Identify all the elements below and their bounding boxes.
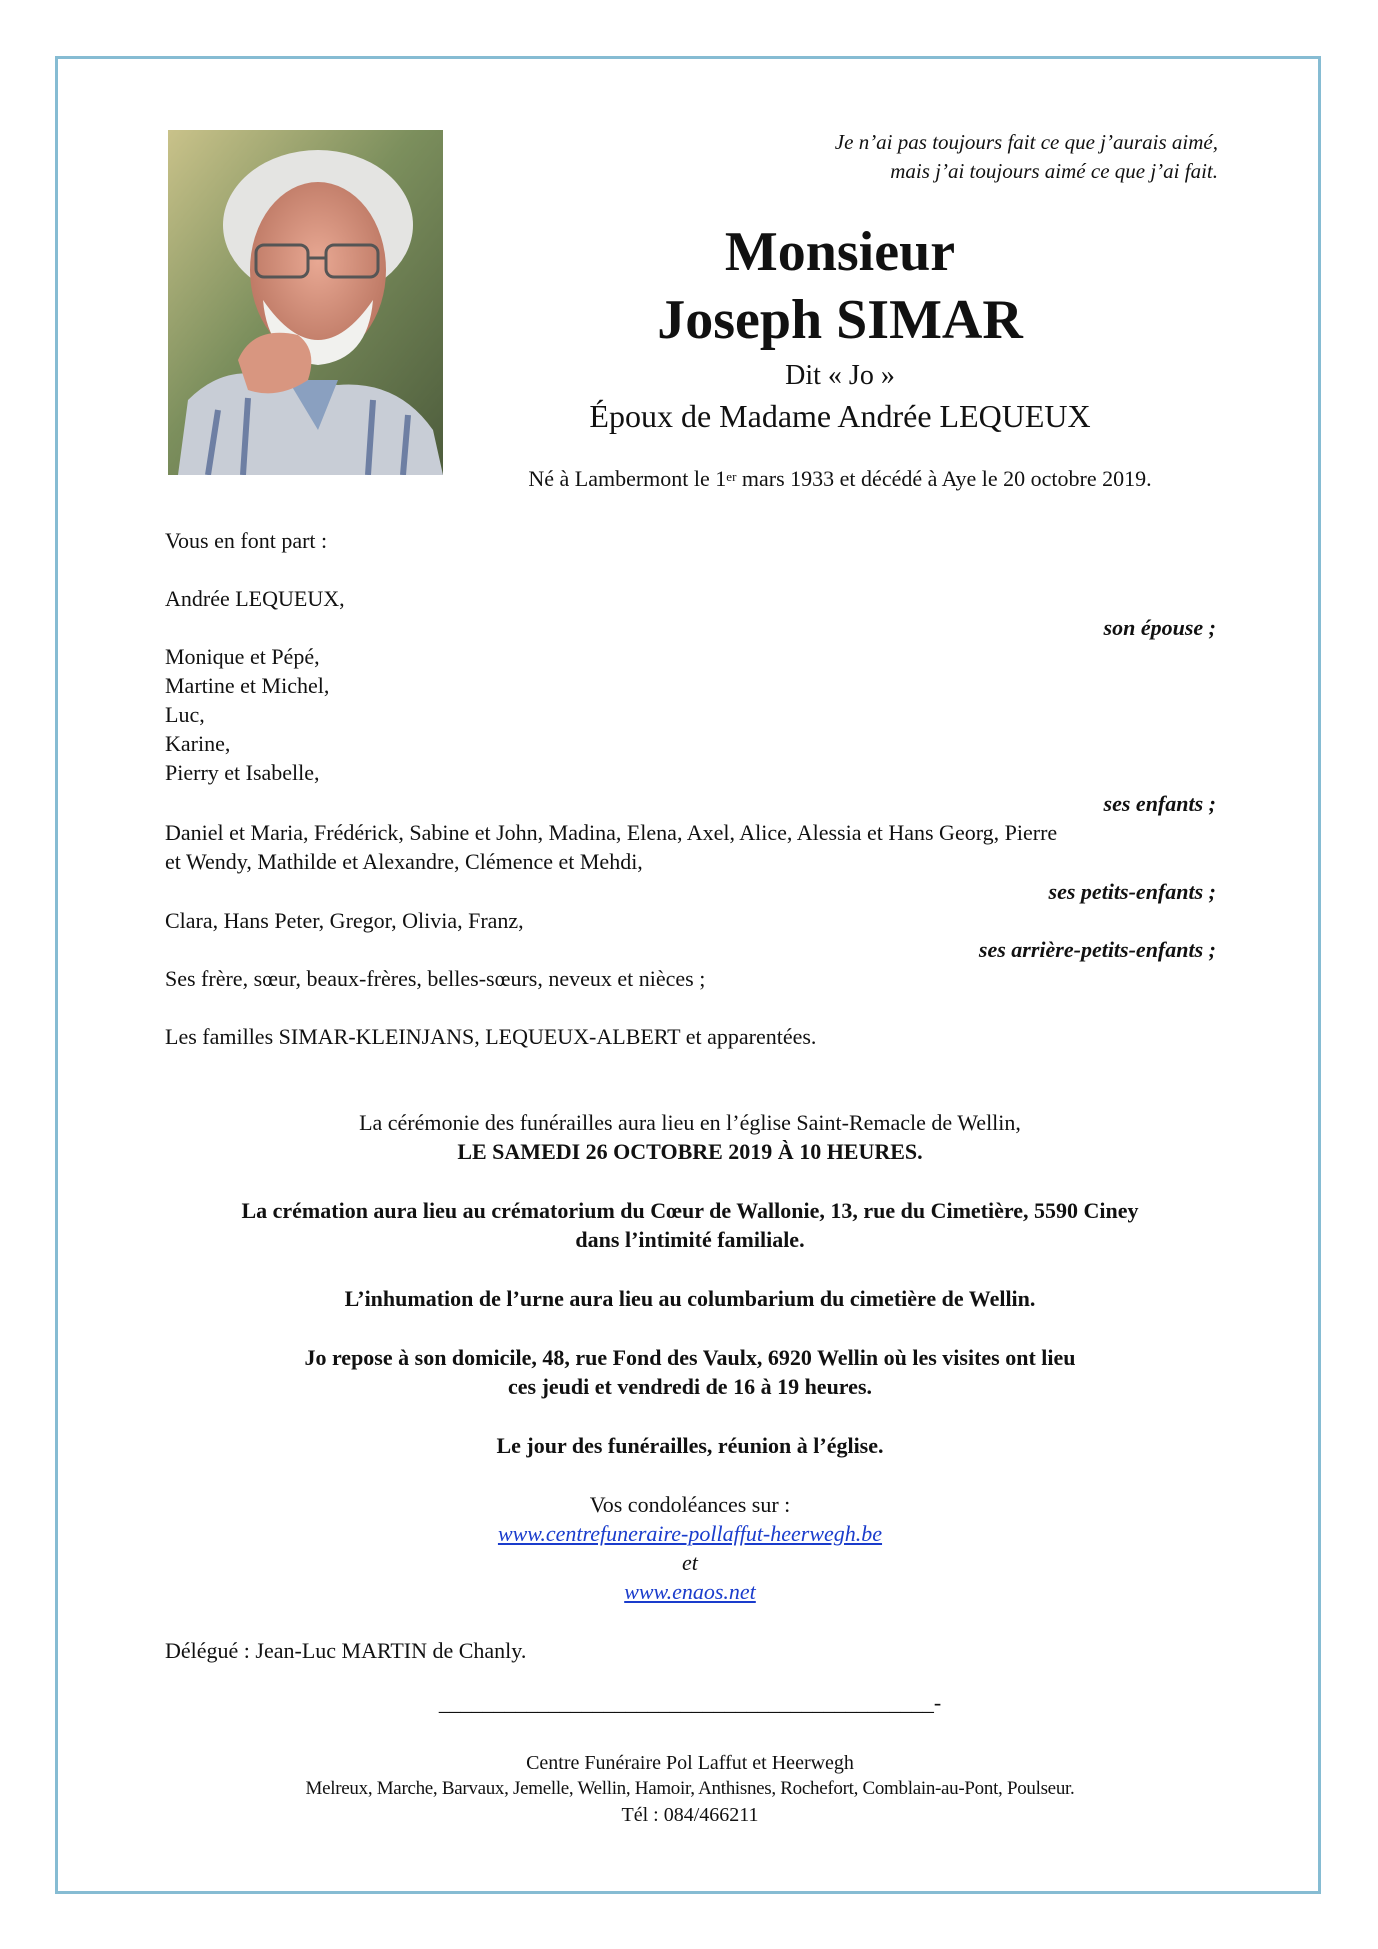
rest-line-1: Jo repose à son domicile, 48, rue Fond des Vaulx, 6920 Wellin où les visites ont lieu [304, 1345, 1076, 1370]
siblings-line: Ses frère, sœur, beaux-frères, belles-sœurs, neveux et nièces ; [165, 966, 706, 991]
children-role: ses enfants ; [1103, 791, 1216, 816]
condolences-label: Vos condoléances sur : [589, 1492, 791, 1517]
funeral-date: LE SAMEDI 26 OCTOBRE 2019 À 10 HEURES. [457, 1139, 923, 1164]
epitaph-quote [518, 128, 1218, 186]
birth-ordinal: er [726, 469, 737, 484]
footer-phone: Tél : 084/466211 [621, 1804, 759, 1826]
condolences-link-2-row [140, 1577, 1240, 1606]
birth-suffix: mars 1933 et décédé à Aye le 20 octobre 2019. [736, 466, 1152, 491]
grandchildren-list [165, 818, 1215, 876]
portrait-photo [168, 130, 443, 475]
child-entry: Karine, [165, 731, 231, 756]
cremation-line-2: dans l’intimité familiale. [575, 1227, 805, 1252]
meeting-line: Le jour des funérailles, réunion à l’église. [496, 1433, 884, 1458]
condolences-link-1-row [140, 1519, 1240, 1548]
grandchildren-line: Daniel et Maria, Frédérick, Sabine et John, Madina, Elena, Axel, Alice, Alessia et Hans Georg, Pierre [165, 820, 1058, 845]
great-grandchildren-list: Clara, Hans Peter, Gregor, Olivia, Franz, [165, 908, 524, 933]
delegate-line: Délégué : Jean-Luc MARTIN de Chanly. [165, 1638, 527, 1663]
condolences-link-1[interactable]: www.centrefuneraire-pollaffut-heerwegh.be [497, 1521, 883, 1546]
birth-death-line [470, 464, 1210, 494]
spouse-line: Époux de Madame Andrée LEQUEUX [589, 398, 1091, 434]
separator-line: _____________________________________________- [438, 1690, 942, 1715]
inhumation-line: L’inhumation de l’urne aura lieu au columbarium du cimetière de Wellin. [344, 1286, 1036, 1311]
child-entry: Monique et Pépé, [165, 644, 320, 669]
spouse-role: son épouse ; [1103, 615, 1216, 640]
intro-text: Vous en font part : [165, 528, 328, 553]
footer-company: Centre Funéraire Pol Laffut et Heerwegh [526, 1752, 854, 1774]
condolences-link-2[interactable]: www.enaos.net [624, 1579, 756, 1604]
funeral-location: La cérémonie des funérailles aura lieu en l’église Saint-Remacle de Wellin, [359, 1110, 1021, 1135]
quote-line-2: mais j’ai toujours aimé ce que j’ai fait. [890, 159, 1218, 183]
great-grandchildren-role: ses arrière-petits-enfants ; [978, 937, 1216, 962]
child-entry: Luc, [165, 702, 205, 727]
quote-line-1: Je n’ai pas toujours fait ce que j’aurais aimé, [834, 130, 1218, 154]
child-entry: Pierry et Isabelle, [165, 760, 320, 785]
children-list [165, 642, 1215, 787]
families-line: Les familles SIMAR-KLEINJANS, LEQUEUX-ALBERT et apparentées. [165, 1024, 817, 1049]
deceased-name: Joseph SIMAR [657, 289, 1023, 351]
birth-prefix: Né à Lambermont le 1 [528, 466, 727, 491]
title-honorific: Monsieur [724, 221, 956, 283]
nickname: Dit « Jo » [785, 360, 895, 391]
rest-line-2: ces jeudi et vendredi de 16 à 19 heures. [508, 1374, 872, 1399]
cremation-line-1: La crémation aura lieu au crématorium du Cœur de Wallonie, 13, rue du Cimetière, 5590 Ciney [241, 1198, 1139, 1223]
spouse-name: Andrée LEQUEUX, [165, 586, 345, 611]
link-joiner: et [682, 1550, 698, 1575]
child-entry: Martine et Michel, [165, 673, 330, 698]
footer-locations: Melreux, Marche, Barvaux, Jemelle, Wellin, Hamoir, Anthisnes, Rochefort, Comblain-au-Pont, Poulseur. [305, 1778, 1075, 1799]
grandchildren-line: et Wendy, Mathilde et Alexandre, Clémence et Mehdi, [165, 849, 643, 874]
grandchildren-role: ses petits-enfants ; [1048, 879, 1216, 904]
